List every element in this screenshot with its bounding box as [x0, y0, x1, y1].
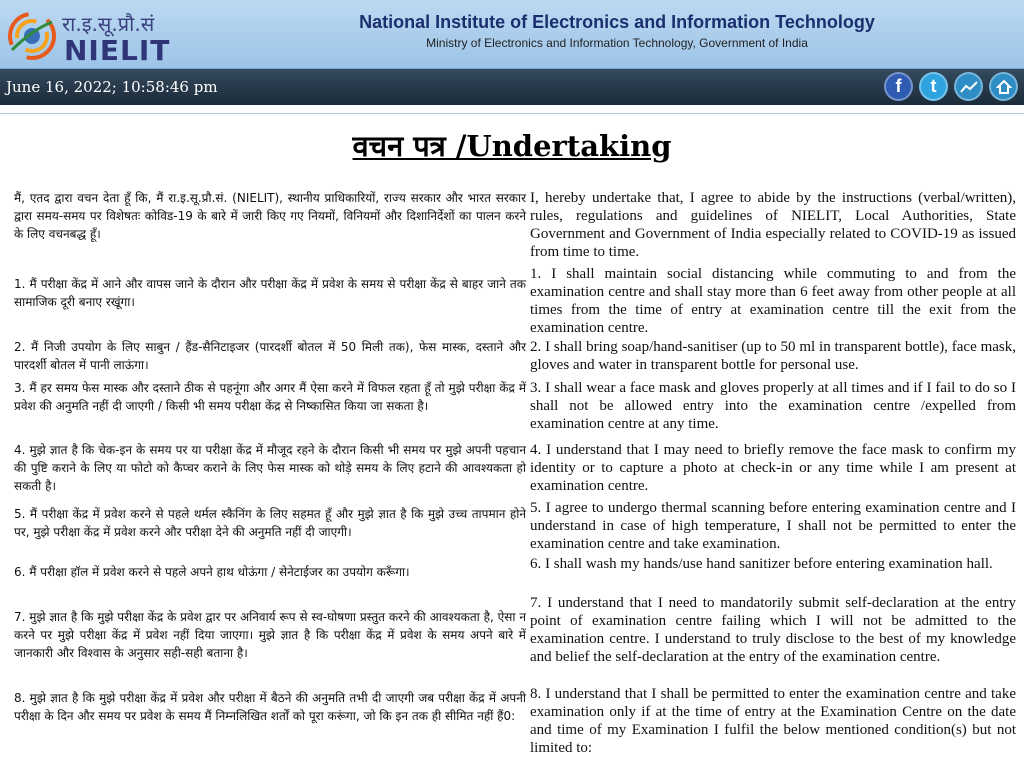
hindi-text: 2. मैं निजी उपयोग के लिए साबुन / हैंड-सैनिटाइजर (पारदर्शी बोतल में 50 मिली तक), फेस मास्क, दस्ताने और पारदर्शी बोतल में पानी लाऊंगा। [14, 340, 526, 372]
twitter-icon[interactable]: t [919, 72, 948, 101]
social-icons [884, 72, 1018, 101]
english-text: 6. I shall wash my hands/use hand sanitizer before entering examination hall. [530, 556, 993, 572]
english-text: 1. I shall maintain social distancing while commuting to and from the examination centre and shall stay more than 6 feet away from other people at all times from the time of entry at examination centre till the exit from the examination centre. [530, 266, 1016, 336]
nielit-swirl-icon [6, 10, 58, 62]
date-time: June 16, 2022; 10:58:46 pm [6, 78, 218, 96]
org-heading [230, 12, 1004, 50]
hindi-text: 7. मुझे ज्ञात है कि मुझे परीक्षा केंद्र के प्रवेश द्वार पर अनिवार्य रूप से स्व-घोषणा प्रस्तुत करने की आवश्यकता है, ऐसा न करने पर मुझे परीक्षा केंद्र में प्रवेश नहीं दिया जाएगा। मुझे ज्ञात है कि परीक्षा केंद्र में प्रवेश के समय अपने बारे में जानकारी और विश्वास के अनुसार सही-सही बताना है। [14, 610, 526, 660]
english-text: 8. I understand that I shall be permitted to enter the examination centre and take examination only if at the time of entry at the Examination Centre on the date and time of my Examination I fulfil the below mentioned condition(s) but not limited to: [530, 686, 1016, 756]
hindi-text: 5. मैं परीक्षा केंद्र में प्रवेश करने से पहले थर्मल स्कैनिंग के लिए सहमत हूँ और मुझे ज्ञात है कि मुझे उच्च तापमान होने पर, मुझे परीक्षा केंद्र में प्रवेश करने और परीक्षा देने की अनुमति नहीं दी जाएगी। [14, 507, 526, 539]
english-text: 4. I understand that I may need to briefly remove the face mask to confirm my identity or to capture a photo at check-in or any time while I am present at examination centre. [530, 442, 1016, 494]
site-header [0, 0, 1024, 69]
home-icon[interactable] [989, 72, 1018, 101]
header-separator [0, 105, 1024, 114]
nielit-logo[interactable] [6, 4, 171, 67]
english-text: I, hereby undertake that, I agree to abide by the instructions (verbal/written), rules, regulations and guidelines of NIELIT, Local Authorities, State Government and Government of India especially related to COVID-19 as issued from time to time. [530, 190, 1016, 260]
hindi-text: 1. मैं परीक्षा केंद्र में आने और वापस जाने के दौरान और परीक्षा केंद्र में प्रवेश के समय से परीक्षा केंद्र से बाहर जाने तक सामाजिक दूरी बनाए रखूंगा। [14, 277, 526, 309]
page-title: वचन पत्र /Undertaking [352, 129, 672, 163]
hindi-text: 3. मैं हर समय फेस मास्क और दस्ताने ठीक से पहनूंगा और अगर मैं ऐसा करने में विफल रहता हूँ तो मुझे परीक्षा केंद्र में प्रवेश की अनुमति नहीं दी जाएगी / किसी भी समय परीक्षा केंद्र से निष्कासित किया जा सकता है। [14, 381, 526, 413]
english-text: 7. I understand that I need to mandatorily submit self-declaration at the entry point of examination centre failing which I will not be admitted to the examination centre. I understand to truly disclose to the best of my knowledge and belief the self-declaration at the entry of the examination centre. [530, 595, 1016, 665]
hindi-text: 4. मुझे ज्ञात है कि चेक-इन के समय पर या परीक्षा केंद्र में मौजूद रहने के दौरान किसी भी समय पर मुझे अपनी पहचान की पुष्टि कराने के लिए या फोटो को कैप्चर कराने के लिए फेस मास्क को थोड़े समय के लिए हटाने की आवश्यकता हो सकती है। [14, 443, 526, 493]
logo-hindi-text: रा.इ.सू.प्रौ.सं [62, 12, 155, 36]
english-text: 5. I agree to undergo thermal scanning before entering examination centre and I understand in case of high temperature, I shall not be permitted to enter the examination centre and take examination. [530, 500, 1016, 552]
facebook-icon[interactable]: f [884, 72, 913, 101]
english-text: 2. I shall bring soap/hand-sanitiser (up to 50 ml in transparent bottle), face mask, gloves and water in transparent bottle for personal use. [530, 339, 1016, 373]
english-text: 3. I shall wear a face mask and gloves properly at all times and if I fail to do so I shall not be allowed entry into the examination centre /expelled from examination centre at any time. [530, 380, 1016, 432]
graph-icon[interactable] [954, 72, 983, 101]
hindi-text: 6. मैं परीक्षा हॉल में प्रवेश करने से पहले अपने हाथ धोऊंगा / सेनेटाईजर का उपयोग करूँगा। [14, 565, 410, 579]
hindi-text: 8. मुझे ज्ञात है कि मुझे परीक्षा केंद्र में प्रवेश और परीक्षा में बैठने की अनुमति तभी दी जाएगी जब परीक्षा केंद्र में अपनी परीक्षा के दिन और समय पर प्रवेश के समय मैं निम्नलिखित शर्तों को पूरा करूंगा, जो कि इन तक ही सीमित नहीं हैं0: [14, 691, 526, 723]
top-bar [0, 69, 1024, 105]
hindi-text: मैं, एतद द्वारा वचन देता हूँ कि, मैं रा.इ.सू.प्रौ.सं. (NIELIT), स्थानीय प्राधिकारियों, राज्य सरकार और भारत सरकार द्वारा समय-समय पर विशेषतः कोविड-19 के बारे में जारी किए गए नियमों, विनियमों और दिशानिर्देशों का पालन करने के लिए वचनबद्ध हूँ। [14, 191, 526, 241]
org-title: National Institute of Electronics and Information Technology [359, 12, 875, 32]
org-subtitle: Ministry of Electronics and Information Technology, Government of India [426, 36, 808, 50]
logo-name: NIELIT [64, 34, 171, 67]
